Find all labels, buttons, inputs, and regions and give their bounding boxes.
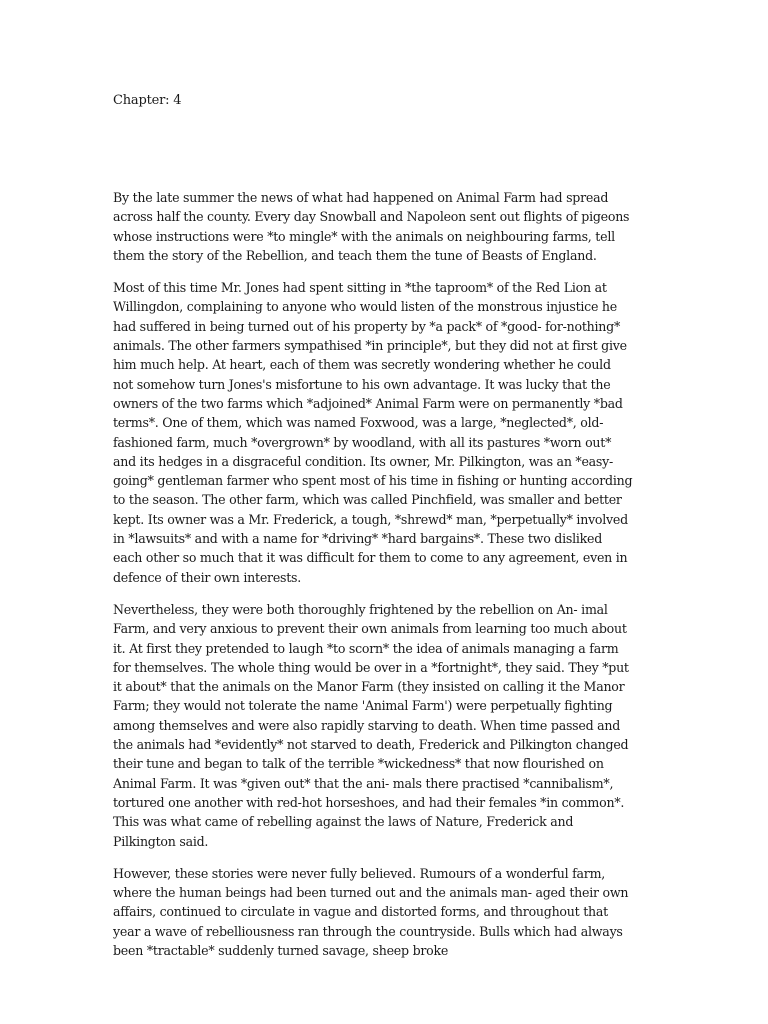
paragraph-3: Nevertheless, they were both thoroughly frightened by the rebellion on An- imal Farm, and very anxious to prevent their own animals from learning too much about it. At first they pretended to laugh *to scorn* the idea of animals managing a farm for themselves. The whole thing would be over in a *fortnight*, they said. They *put it about* that the animals on the Manor Farm (they insisted on calling it the Manor Farm; they would not tolerate the name 'Animal Farm') were perpetually fighting among themselves and were also rapidly starving to death. When time passed and the animals had *evidently* not starved to death, Frederick and Pilkington changed their tune and began to talk of the terrible *wickedness* that now flourished on Animal Farm. It was *given out* that the ani- mals there practised *cannibalism*, tortured one another with red-hot horseshoes, and had their females *in common*. This was what came of rebelling against the laws of Nature, Frederick and Pilkington said. xyxy=(113,601,629,849)
paragraph-4: However, these stories were never fully believed. Rumours of a wonderful farm, where the human beings had been turned out and the animals man- aged their own affairs, continued to circulate in vague and distorted forms, and throughout that year a wave of rebelliousness ran through the countryside. Bulls which had always been *tractable* suddenly turned savage, sheep broke xyxy=(113,865,629,958)
paragraph-2: Most of this time Mr. Jones had spent sitting in *the taproom* of the Red Lion at Willingdon, complaining to anyone who would listen of the monstrous injustice he had suffered in being turned out of his property by *a pack* of *good- for-nothing* animals. The other farmers sympathised *in principle*, but they did not at first give him much help. At heart, each of them was secretly wondering whether he could not somehow turn Jones's misfortune to his own advantage. It was lucky that the owners of the two farms which *adjoined* Animal Farm were on permanently *bad terms*. One of them, which was named Foxwood, was a large, *neglected*, old-fashioned farm, much *overgrown* by woodland, with all its pastures *worn out* and its hedges in a disgraceful condition. Its owner, Mr. Pilkington, was an *easy-going* gentleman farmer who spent most of his time in fishing or hunting according to the season. The other farm, which was called Pinchfield, was smaller and better kept. Its owner was a Mr. Frederick, a tough, *shrewd* man, *perpetually* involved in *lawsuits* and with a name for *driving* *hard bargains*. These two disliked each other so much that it was difficult for them to come to any agreement, even in defence of their own interests. xyxy=(113,280,633,585)
paragraph-1: By the late summer the news of what had happened on Animal Farm had spread across half the county. Every day Snowball and Napoleon sent out flights of pigeons whose instructions were *to mingle* with the animals on neighbouring farms, tell them the story of the Rebellion, and teach them the tune of Beasts of England. xyxy=(113,190,630,263)
body-text xyxy=(113,188,633,973)
chapter-heading: Chapter: 4 xyxy=(113,93,182,108)
